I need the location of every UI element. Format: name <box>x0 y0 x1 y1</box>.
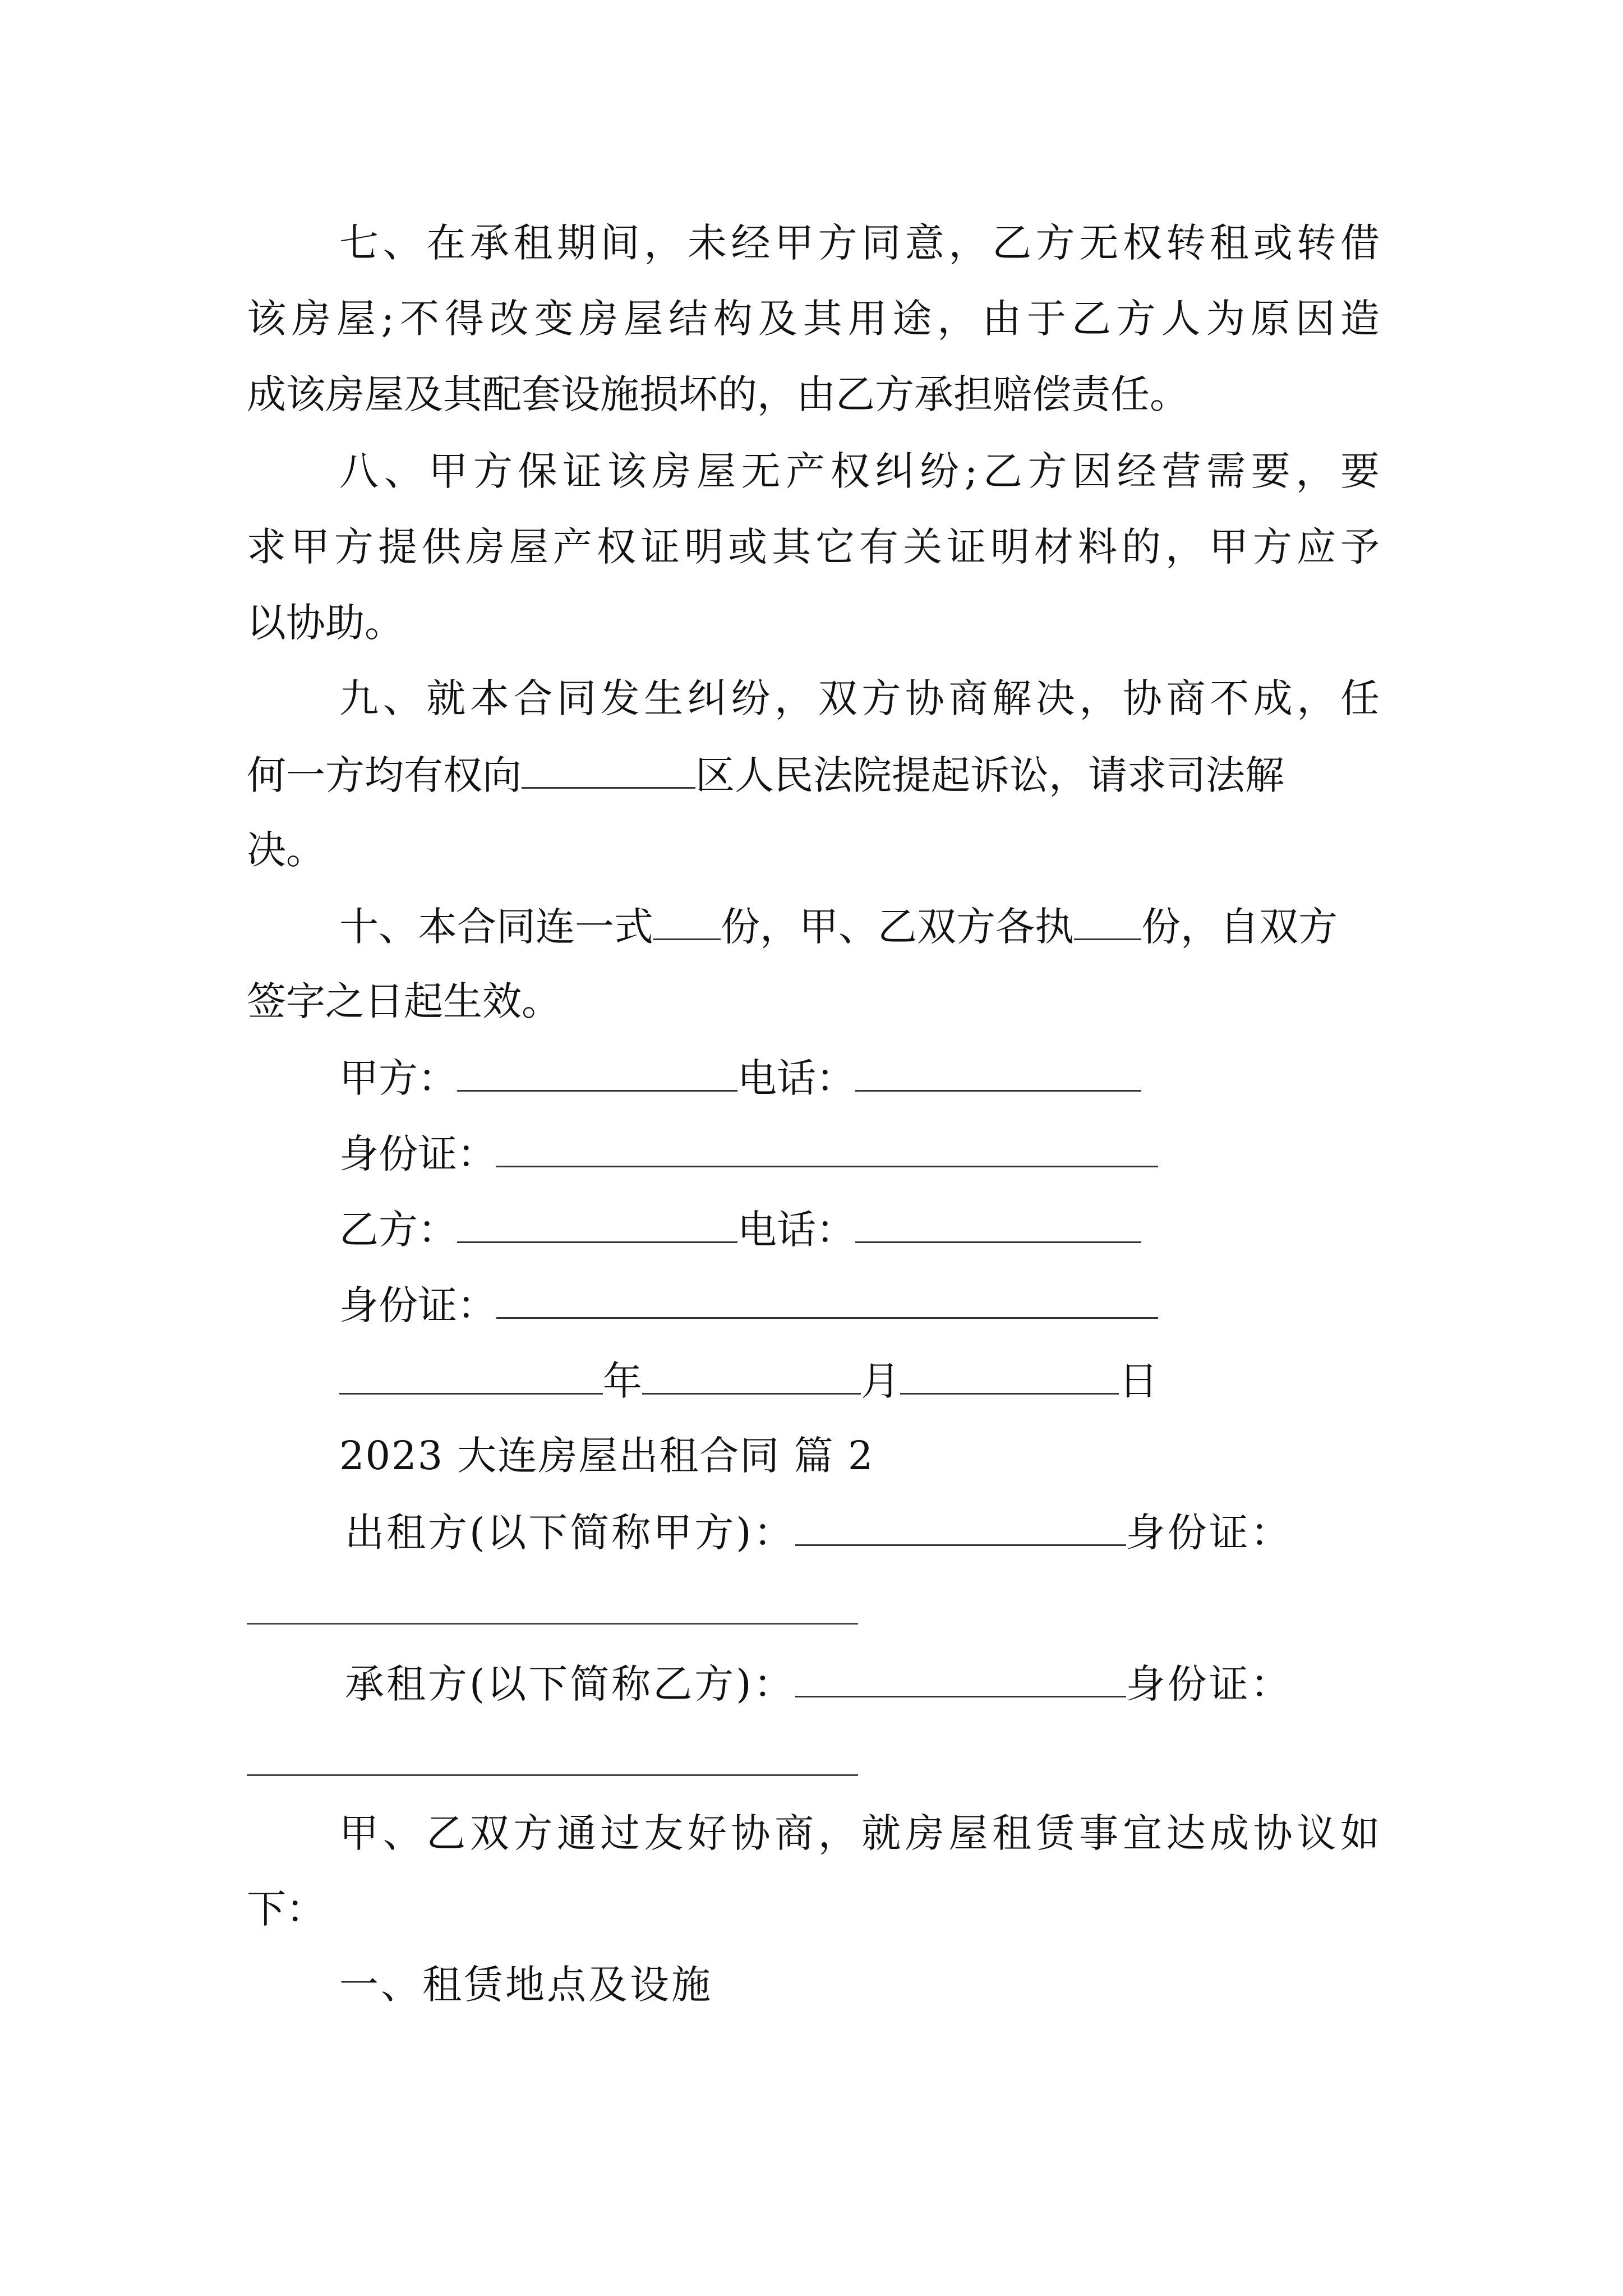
intro-line-2: 下： <box>247 1886 325 1932</box>
month-blank <box>642 1360 861 1395</box>
intro-line-1: 甲、乙双方通过友好协商，就房屋租赁事宜达成协议如 <box>339 1810 1380 1856</box>
clause-10-text-b: 份，甲、乙双方各执 <box>721 904 1074 950</box>
year-blank <box>339 1360 603 1395</box>
id-a-label: 身份证： <box>339 1131 496 1177</box>
lessee-id-blank <box>247 1774 858 1776</box>
party-a-row <box>339 1055 1141 1101</box>
clause-10-line-2: 签字之日起生效。 <box>247 978 561 1024</box>
lessor-label: 出租方(以下简称甲方)： <box>345 1510 795 1556</box>
clause-7-line-1: 七、在承租期间，未经甲方同意，乙方无权转租或转借 <box>339 220 1380 266</box>
item-1-heading: 一、租赁地点及设施 <box>339 1962 713 2008</box>
id-b-row <box>339 1282 1158 1328</box>
section-2-heading: 2023 大连房屋出租合同 篇 2 <box>339 1433 874 1479</box>
lessee-id-label: 身份证： <box>1126 1661 1292 1707</box>
day-label: 日 <box>1119 1358 1158 1404</box>
clause-8-line-2: 求甲方提供房屋产权证明或其它有关证明材料的，甲方应予 <box>247 524 1380 570</box>
id-b-blank <box>496 1285 1158 1319</box>
clause-10-text-a: 十、本合同连一式 <box>339 904 653 950</box>
year-label: 年 <box>603 1358 642 1404</box>
month-label: 月 <box>861 1358 900 1404</box>
clause-9-text-a: 何一方均有权向 <box>247 752 522 798</box>
id-b-label: 身份证： <box>339 1282 496 1328</box>
party-b-row <box>339 1207 1141 1253</box>
clause-8-line-1: 八、甲方保证该房屋无产权纠纷;乙方因经营需要，要 <box>339 448 1380 494</box>
party-b-blank <box>457 1209 737 1243</box>
lessor-id-label: 身份证： <box>1126 1510 1292 1556</box>
lessee-blank <box>795 1663 1126 1697</box>
copies-each-blank <box>1074 906 1141 940</box>
lessor-row <box>345 1510 1292 1556</box>
clause-9-text-b: 区人民法院提起诉讼，请求司法解 <box>695 752 1284 798</box>
clause-7-line-3: 成该房屋及其配套设施损坏的，由乙方承担赔偿责任。 <box>247 371 1189 417</box>
lessor-blank <box>795 1512 1126 1546</box>
lessee-row <box>345 1661 1292 1707</box>
clause-9-line-3: 决。 <box>247 827 325 873</box>
date-row <box>339 1358 1158 1404</box>
clause-9-line-1: 九、就本合同发生纠纷，双方协商解决，协商不成，任 <box>339 675 1380 721</box>
court-district-blank <box>522 754 695 789</box>
phone-b-label: 电话： <box>737 1207 855 1253</box>
lessee-label: 承租方(以下简称乙方)： <box>345 1661 795 1707</box>
id-a-blank <box>496 1133 1158 1167</box>
clause-10-line-1 <box>339 904 1380 950</box>
phone-a-blank <box>855 1057 1141 1092</box>
id-a-row <box>339 1131 1158 1177</box>
lessor-id-blank <box>247 1623 858 1625</box>
clause-8-line-3: 以协助。 <box>247 600 404 646</box>
party-a-blank <box>457 1057 737 1092</box>
phone-a-label: 电话： <box>737 1055 855 1101</box>
party-b-label: 乙方： <box>339 1207 457 1253</box>
clause-10-text-c: 份，自双方 <box>1141 904 1338 950</box>
party-a-label: 甲方： <box>339 1055 457 1101</box>
clause-9-line-2 <box>247 752 1380 798</box>
day-blank <box>900 1360 1119 1395</box>
phone-b-blank <box>855 1209 1141 1243</box>
copies-total-blank <box>653 906 721 940</box>
clause-7-line-2: 该房屋;不得改变房屋结构及其用途，由于乙方人为原因造 <box>247 296 1380 342</box>
